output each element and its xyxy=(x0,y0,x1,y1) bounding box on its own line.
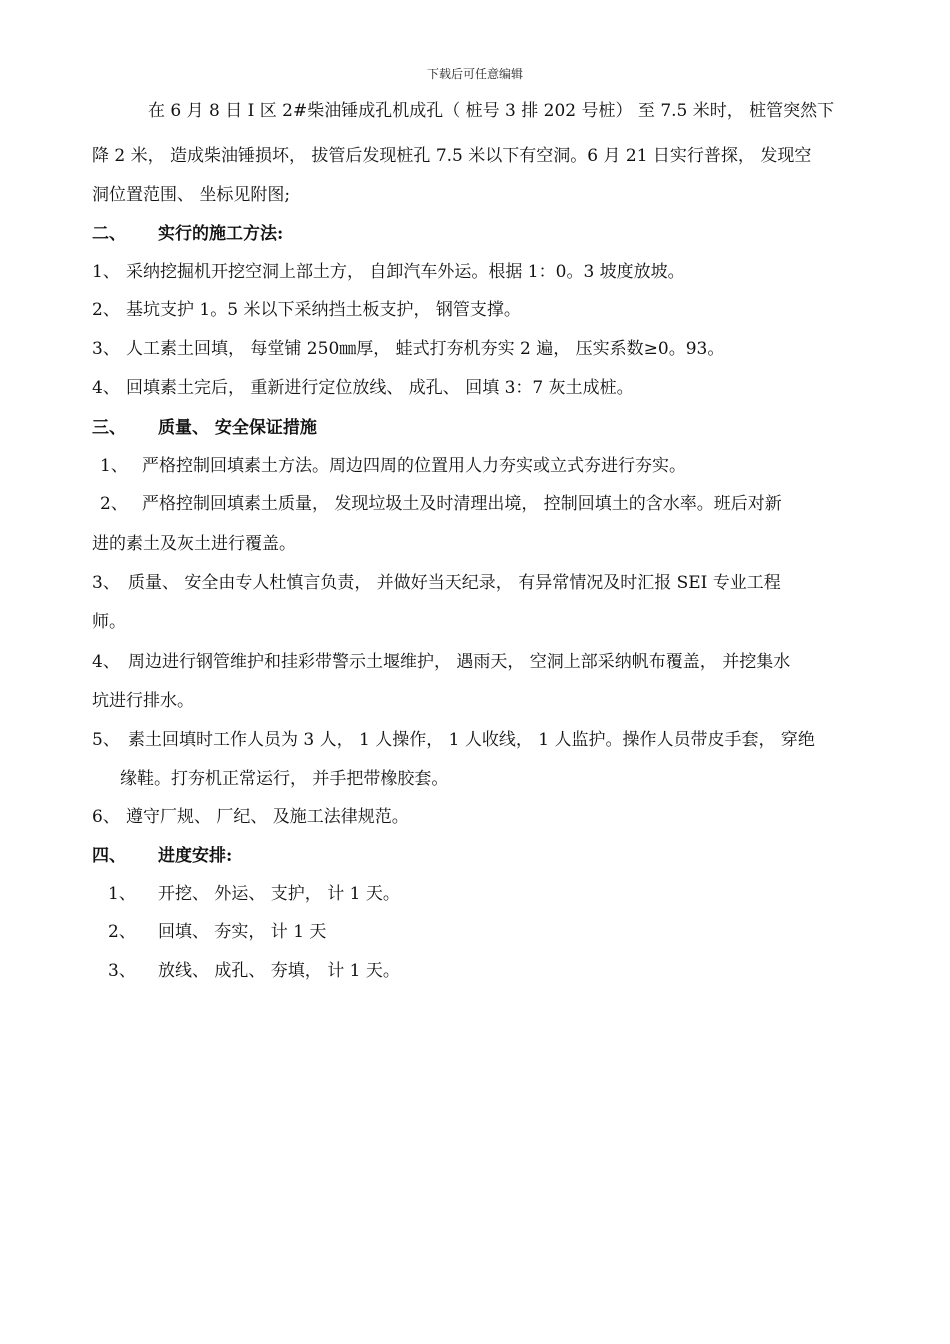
section-2-heading xyxy=(92,223,862,245)
section-2-item-4 xyxy=(92,377,862,399)
section-3-item-2 xyxy=(100,493,870,515)
section-3-item-3 xyxy=(92,572,862,594)
item-text: 基坑支护 1。5 米以下采纳挡土板支护， 钢管支撑。 xyxy=(126,300,521,320)
section-2-item-3 xyxy=(92,338,862,360)
item-number: 3、 xyxy=(92,339,120,359)
item-text: 质量、 安全由专人杜慎言负责， 并做好当天纪录， 有异常情况及时汇报 SEI 专业工程 xyxy=(128,573,781,593)
section-4-item-3 xyxy=(108,960,878,982)
item-number: 3、 xyxy=(108,961,136,981)
section-3-title: 质量、 安全保证措施 xyxy=(158,418,317,438)
item-number: 1、 xyxy=(108,884,136,904)
section-2-number: 二、 xyxy=(92,224,126,244)
item-number: 2、 xyxy=(108,922,136,942)
section-2-item-1 xyxy=(92,261,862,283)
item-number: 4、 xyxy=(92,378,120,398)
item-text: 周边进行钢管维护和挂彩带警示土堰维护， 遇雨天， 空洞上部采纳帆布覆盖， 并挖集水 xyxy=(128,652,791,672)
section-4-item-2 xyxy=(108,921,878,943)
item-number: 1、 xyxy=(92,262,120,282)
section-3-item-3-cont: 师。 xyxy=(92,612,126,632)
item-text: 遵守厂规、 厂纪、 及施工法律规范。 xyxy=(126,807,409,827)
item-number: 6、 xyxy=(92,807,120,827)
section-2-item-2 xyxy=(92,299,862,321)
item-text: 人工素土回填， 每堂铺 250㎜厚， 蛙式打夯机夯实 2 遍， 压实系数≥0。93。 xyxy=(126,339,725,359)
item-text: 开挖、 外运、 支护， 计 1 天。 xyxy=(158,884,400,904)
item-number: 5、 xyxy=(92,730,120,750)
section-3-item-1 xyxy=(100,455,870,477)
item-text: 严格控制回填素土质量， 发现垃圾土及时清理出境， 控制回填土的含水率。班后对新 xyxy=(142,494,782,514)
section-3-item-6 xyxy=(92,806,862,828)
intro-line-2: 降 2 米， 造成柴油锤损坏， 拔管后发现桩孔 7.5 米以下有空洞。6 月 21 日实行普探， 发现空 xyxy=(92,146,812,166)
section-4-heading xyxy=(92,845,862,867)
section-3-item-4 xyxy=(92,651,862,673)
header-note: 下载后可任意编辑 xyxy=(426,67,523,81)
intro-line-1: 在 6 月 8 日 I 区 2#柴油锤成孔机成孔（ 桩号 3 排 202 号桩） 至 7.5 米时， 桩管突然下 xyxy=(148,101,835,121)
section-3-item-4-cont: 坑进行排水。 xyxy=(92,691,194,711)
section-3-item-5 xyxy=(92,729,862,751)
item-number: 3、 xyxy=(92,573,120,593)
section-2-title: 实行的施工方法: xyxy=(158,224,284,244)
section-4-number: 四、 xyxy=(92,846,126,866)
item-text: 放线、 成孔、 夯填， 计 1 天。 xyxy=(158,961,400,981)
item-number: 4、 xyxy=(92,652,120,672)
item-number: 2、 xyxy=(100,494,128,514)
item-number: 1、 xyxy=(100,456,128,476)
item-number: 2、 xyxy=(92,300,120,320)
item-text: 采纳挖掘机开挖空洞上部土方， 自卸汽车外运。根据 1：0。3 坡度放坡。 xyxy=(126,262,685,282)
item-text: 素土回填时工作人员为 3 人， 1 人操作， 1 人收线， 1 人监护。操作人员带皮手套， 穿绝 xyxy=(128,730,815,750)
item-text: 严格控制回填素土方法。周边四周的位置用人力夯实或立式夯进行夯实。 xyxy=(142,456,686,476)
item-text: 回填素土完后， 重新进行定位放线、 成孔、 回填 3：7 灰土成桩。 xyxy=(126,378,634,398)
section-3-heading xyxy=(92,417,862,439)
section-3-item-2-cont: 进的素土及灰土进行覆盖。 xyxy=(92,534,296,554)
intro-line-3: 洞位置范围、 坐标见附图; xyxy=(92,185,291,205)
section-3-number: 三、 xyxy=(92,418,126,438)
section-4-title: 进度安排: xyxy=(158,846,233,866)
section-4-item-1 xyxy=(108,883,878,905)
section-3-item-5-cont: 缘鞋。打夯机正常运行， 并手把带橡胶套。 xyxy=(120,769,449,789)
item-text: 回填、 夯实， 计 1 天 xyxy=(158,922,327,942)
